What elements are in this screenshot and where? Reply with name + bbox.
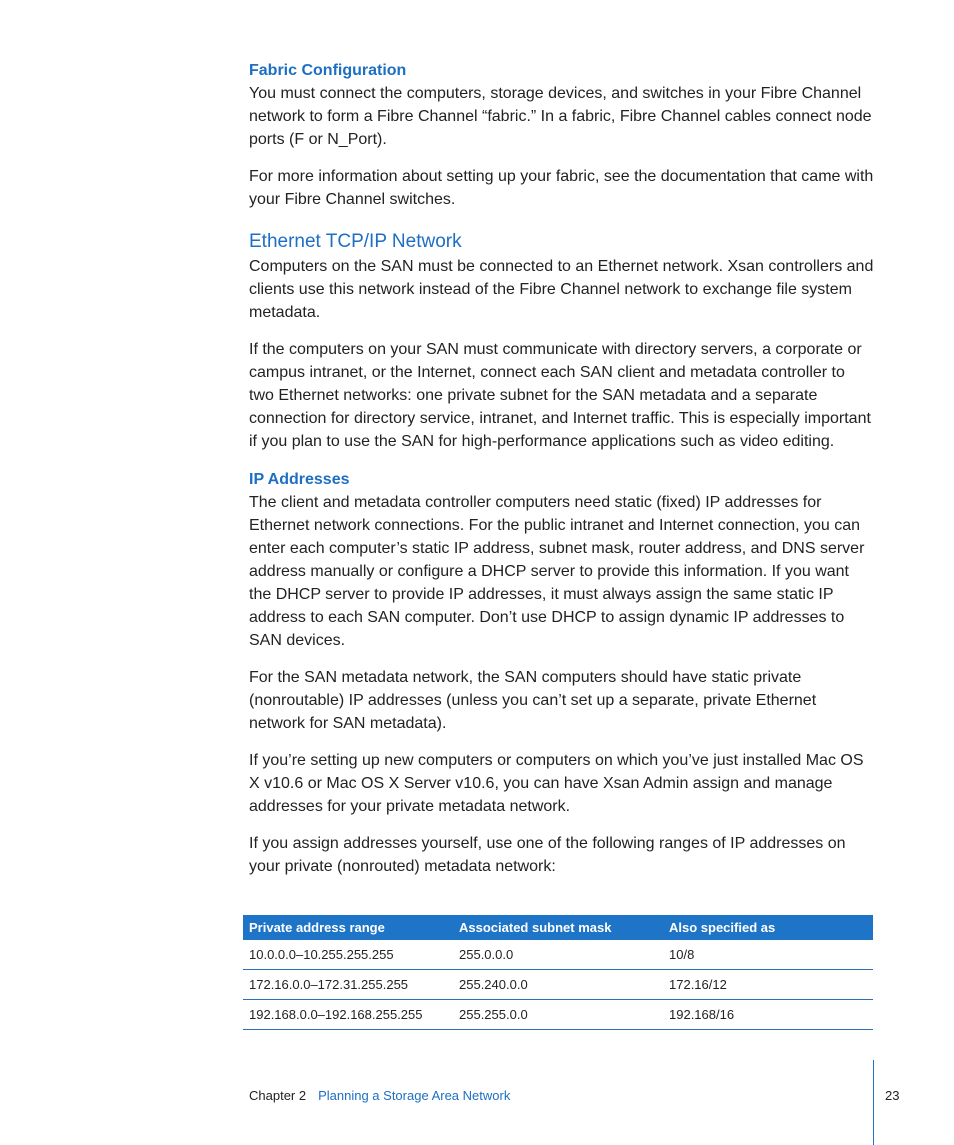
table-cell: 192.168.0.0–192.168.255.255 <box>243 1000 453 1030</box>
page-number: 23 <box>885 1088 900 1103</box>
table-row <box>243 1000 873 1030</box>
ethernet-paragraph-1: Computers on the SAN must be connected to an Ethernet network. Xsan controllers and clients use this network instead of the Fibre Channel network to exchange file system metadata. <box>249 258 874 321</box>
table-cell: 192.168/16 <box>663 1000 873 1030</box>
private-address-table <box>243 915 873 1030</box>
ip-addresses-heading: IP Addresses <box>249 471 350 488</box>
page-number-divider <box>873 1060 874 1145</box>
ip-paragraph-4: If you assign addresses yourself, use one of the following ranges of IP addresses on your private (nonrouted) metadata network: <box>249 835 846 875</box>
table-cell: 255.0.0.0 <box>453 940 663 970</box>
ip-paragraph-2: For the SAN metadata network, the SAN computers should have static private (nonroutable) IP addresses (unless you can’t set up a separate, private Ethernet network for SAN metadata). <box>249 669 817 732</box>
chapter-label: Chapter 2 <box>249 1088 307 1103</box>
table-cell: 255.255.0.0 <box>453 1000 663 1030</box>
table-row <box>243 940 873 970</box>
fabric-paragraph-2: For more information about setting up your fabric, see the documentation that came with your Fibre Channel switches. <box>249 168 874 208</box>
table-cell: 255.240.0.0 <box>453 970 663 1000</box>
table-row <box>243 970 873 1000</box>
page-content <box>249 60 874 878</box>
table-cell: 172.16.0.0–172.31.255.255 <box>243 970 453 1000</box>
table-cell: 172.16/12 <box>663 970 873 1000</box>
ip-paragraph-3: If you’re setting up new computers or computers on which you’ve just installed Mac OS X v10.6 or Mac OS X Server v10.6, you can have Xsan Admin assign and manage addresses for your private metadata network. <box>249 752 864 815</box>
page-footer <box>249 1088 510 1103</box>
column-header-range: Private address range <box>243 915 453 940</box>
table-cell: 10/8 <box>663 940 873 970</box>
ethernet-network-heading: Ethernet TCP/IP Network <box>249 231 462 252</box>
column-header-subnet: Associated subnet mask <box>453 915 663 940</box>
ip-paragraph-1: The client and metadata controller computers need static (fixed) IP addresses for Ethernet network connections. For the public intranet and Internet connection, you can enter each computer’s static IP address, subnet mask, router address, and DNS server address manually or configure a DHCP server to provide this information. If you want the DHCP server to provide IP addresses, it must always assign the same static IP address to each SAN computer. Don’t use DHCP to assign dynamic IP addresses to SAN devices. <box>249 494 865 649</box>
fabric-configuration-heading: Fabric Configuration <box>249 62 407 79</box>
table-cell: 10.0.0.0–10.255.255.255 <box>243 940 453 970</box>
column-header-also: Also specified as <box>663 915 873 940</box>
chapter-title-link[interactable]: Planning a Storage Area Network <box>318 1088 511 1103</box>
fabric-paragraph-1: You must connect the computers, storage devices, and switches in your Fibre Channel network to form a Fibre Channel “fabric.” In a fabric, Fibre Channel cables connect node ports (F or N_Port). <box>249 85 872 148</box>
ethernet-paragraph-2: If the computers on your SAN must communicate with directory servers, a corporate or campus intranet, or the Internet, connect each SAN client and metadata controller to two Ethernet networks: one private subnet for the SAN metadata and a separate connection for directory service, intranet, and Internet traffic. This is especially important if you plan to use the SAN for high-performance applications such as video editing. <box>249 341 871 450</box>
table-header-row <box>243 915 873 940</box>
